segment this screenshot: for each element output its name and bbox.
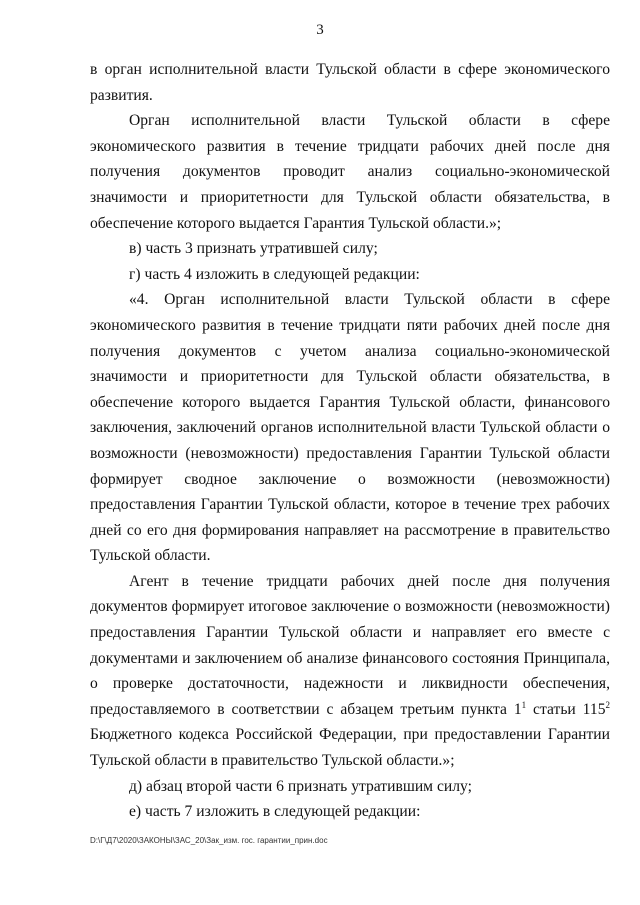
paragraph-6-part-1: Агент в течение тридцати рабочих дней после дня получения документов формирует итоговое заключение о возможности (невозможности) предоставления Гарантии Тульской области и направляет его вместе с документами и заключением об анализе финансового состояния Принципала, о проверке достаточности, надежности и ликвидности обеспечения, предоставляемого в соответствии с абзацем третьим пункта 1	[90, 572, 610, 718]
document-body	[90, 57, 610, 825]
footer-file-path: D:\Г\Д7\2020\ЗАКОНЫ\ЗАС_20\Зак_изм. гос. гарантии_прин.doc	[90, 836, 328, 845]
paragraph-4: г) часть 4 изложить в следующей редакции:	[129, 265, 420, 283]
paragraph-6	[90, 569, 610, 774]
paragraph-1: в орган исполнительной власти Тульской области в сфере экономического развития.	[90, 61, 610, 104]
paragraph-8: е) часть 7 изложить в следующей редакции:	[129, 803, 421, 821]
superscript-1: 1	[521, 699, 527, 710]
paragraph-6-part-2: статьи 115	[526, 700, 606, 718]
page-number: 3	[316, 22, 324, 38]
paragraph-3: в) часть 3 признать утратившей силу;	[129, 240, 378, 258]
paragraph-6-part-3: Бюджетного кодекса Российской Федерации, при предоставлении Гарантии Тульской области в правительство Тульской области.»;	[90, 726, 610, 770]
paragraph-7: д) абзац второй части 6 признать утратившим силу;	[129, 777, 472, 795]
paragraph-2: Орган исполнительной власти Тульской области в сфере экономического развития в течение тридцати рабочих дней после дня получения документов проводит анализ социально-экономической значимости и приоритетности для Тульской области обязательства, в обеспечение которого выдается Гарантия Тульской области.»;	[90, 112, 610, 232]
superscript-2: 2	[605, 699, 610, 710]
paragraph-5: «4. Орган исполнительной власти Тульской области в сфере экономического развития в течение тридцати пяти рабочих дней после дня получения документов с учетом анализа социально-экономической значимости и приоритетности для Тульской области обязательства, в обеспечение которого выдается Гарантия Тульской области, финансового заключения, заключений органов исполнительной власти Тульской области о возможности (невозможности) предоставления Гарантии Тульской области формирует сводное заключение о возможности (невозможности) предоставления Гарантии Тульской области, которое в течение трех рабочих дней со его дня формирования направляет на рассмотрение в правительство Тульской области.	[90, 291, 610, 565]
